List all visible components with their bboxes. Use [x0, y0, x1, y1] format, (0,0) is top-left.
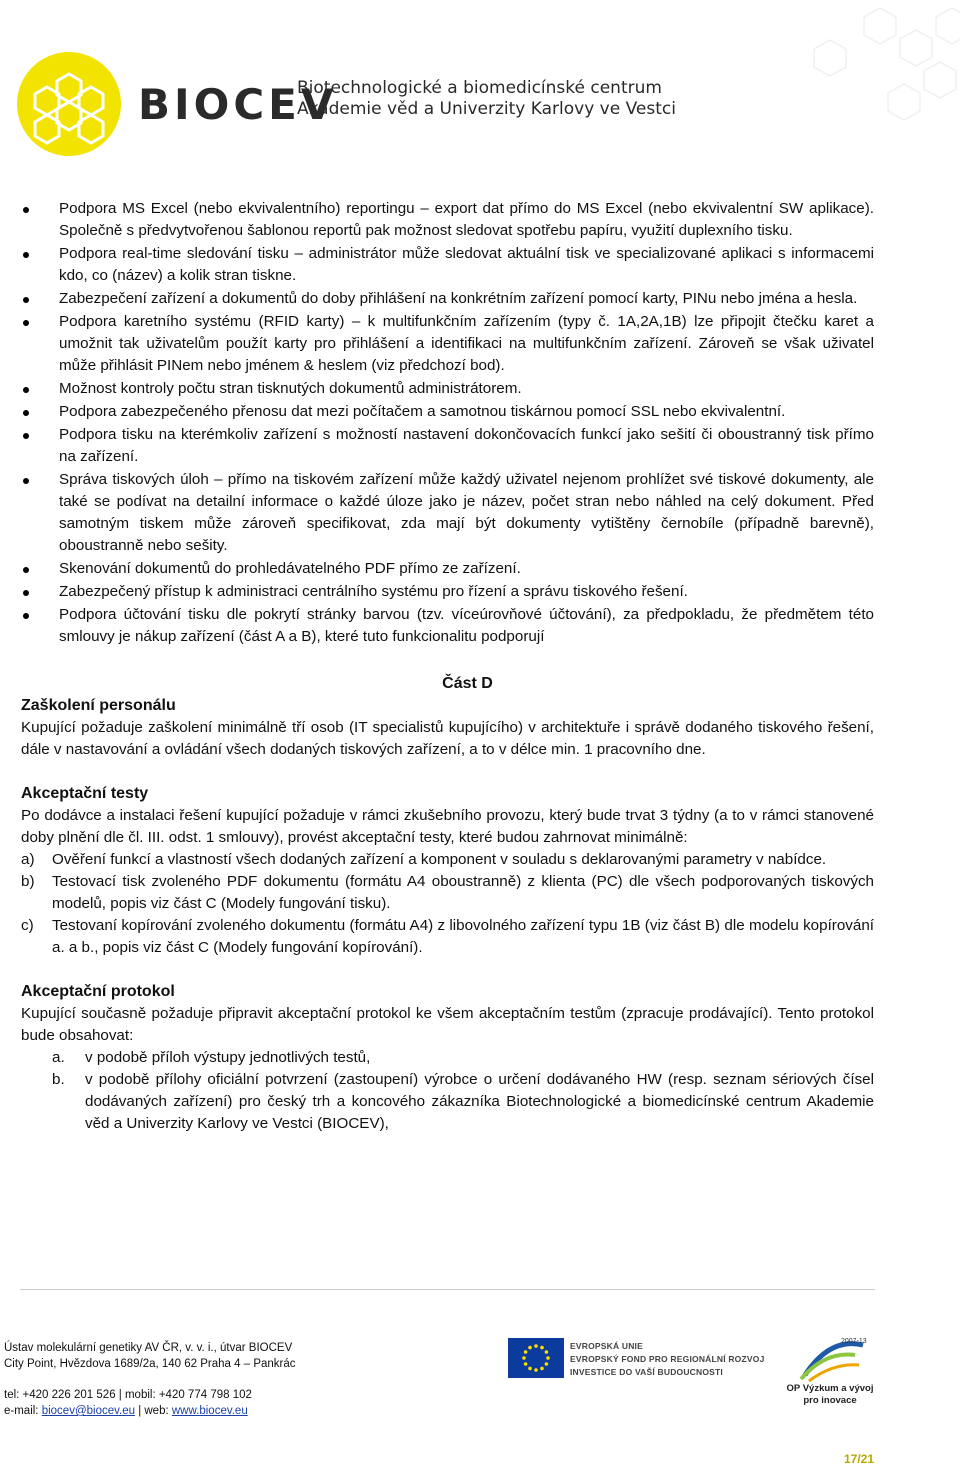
web-link[interactable]: www.biocev.eu — [171, 1405, 248, 1417]
eu-flag-icon — [508, 1338, 564, 1378]
eu-line1: EVROPSKÁ UNIE — [570, 1341, 643, 1351]
list-marker: a) — [21, 851, 35, 868]
page-header — [0, 0, 960, 150]
list-item: Možnost kontroly počtu stran tisknutých dokumentů administrátorem. — [21, 378, 874, 400]
protocol-text: Kupující současně požaduje připravit akceptační protokol ke všem akceptačním testům (zpracuje prodávající). Tento protokol bude obsahovat: — [21, 1005, 874, 1044]
list-item: Podpora účtování tisku dle pokrytí stránky barvou (tzv. víceúrovňové účtování), za předpokladu, že předmětem této smlouvy je nákup zařízení (část A a B), které tuto funkcionalitu podporují — [21, 604, 874, 648]
brand-name: BIOCEV — [138, 80, 338, 129]
tests-text: Po dodávce a instalaci řešení kupující požaduje v rámci zkušebního provozu, který bude trvat 3 týdny (a to v rámci stanovené doby plnění dle čl. III. odst. 1 smlouvy), provést akceptační testy, které budou zahrnovat minimálně: — [21, 807, 874, 846]
op-vavpi-logo-icon — [785, 1335, 875, 1385]
page-footer — [4, 1340, 296, 1419]
op-years: 2007-13 — [841, 1338, 867, 1345]
eu-line3: INVESTICE DO VAŠÍ BUDOUCNOSTI — [570, 1367, 723, 1377]
email-label: e-mail: — [4, 1405, 42, 1417]
list-item: Skenování dokumentů do prohledávatelného PDF přímo ze zařízení. — [21, 558, 874, 580]
list-item — [21, 915, 874, 959]
eu-fund-text — [570, 1340, 765, 1379]
list-item: Podpora zabezpečeného přenosu dat mezi počítačem a samotnou tiskárnou pomocí SSL nebo ekvivalentní. — [21, 401, 874, 423]
training-text: Kupující požaduje zaškolení minimálně tří osob (IT specialistů kupujícího) v architektuře i správě dodaného tiskového řešení, dále v nastavování a ovládání všech dodaných tiskových zařízení, a to v délce min. 1 pracovního dne. — [21, 719, 874, 758]
list-item-text: v podobě přílohy oficiální potvrzení (zastoupení) výrobce o určení dodávaného HW (resp. seznam sériových čísel dodávaných zařízení) pro český trh a koncového zákazníka Biotechnologické a biomedicínské centrum Akademie věd a Univerzity Karlovy ve Vestci (BIOCEV), — [85, 1071, 874, 1132]
training-title: Zaškolení personálu — [21, 697, 176, 714]
email-link[interactable]: biocev@biocev.eu — [41, 1405, 135, 1417]
list-item-text: Testovací tisk zvoleného PDF dokumentu (formátu A4 oboustranně) z klienta (PC) dle všech podporovaných tiskových modelů, popis viz část C (Modely fungování tisku). — [52, 873, 874, 912]
hexagon-pattern-icon — [600, 0, 960, 150]
brand-subtitle-line1: Biotechnologické a biomedicínské centrum — [297, 78, 662, 98]
feature-list — [21, 198, 874, 648]
list-item-text: Testovaní kopírování zvoleného dokumentu (formátu A4) z libovolného zařízení typu 1B (viz část B) dle modelu kopírování a. a b., popis viz část C (Modely fungování kopírování). — [52, 917, 874, 956]
op-line1: OP Výzkum a vývoj — [786, 1383, 874, 1394]
list-item — [21, 849, 874, 871]
list-item: Zabezpečený přístup k administraci centrálního systému pro řízení a správu tiskového řešení. — [21, 581, 874, 603]
list-marker: b) — [21, 873, 35, 890]
list-marker: c) — [21, 917, 34, 934]
biocev-logo-icon — [17, 52, 121, 156]
page-number: 17/21 — [843, 1452, 874, 1466]
list-item — [21, 1069, 874, 1135]
protocol-title: Akceptační protokol — [21, 983, 175, 1000]
list-item: Podpora tisku na kterémkoliv zařízení s možností nastavení dokončovacích funkcí jako sešití či oboustranný tisk přímo na zařízení. — [21, 424, 874, 468]
section-heading: Část D — [442, 675, 493, 692]
document-body — [21, 198, 874, 1135]
list-marker: a. — [52, 1049, 65, 1066]
list-marker: b. — [52, 1071, 65, 1088]
web-label: | web: — [135, 1405, 172, 1417]
list-item: Zabezpečení zařízení a dokumentů do doby přihlášení na konkrétním zařízení pomocí karty, PINu nebo jména a hesla. — [21, 288, 874, 310]
tests-list — [21, 849, 874, 959]
list-item: Podpora MS Excel (nebo ekvivalentního) reportingu – export dat přímo do MS Excel (nebo ekvivalentní SW aplikace). Společně s předvytvořenou šablonou reportů pak možnost sledovat spotřebu papíru, využití duplexního tisku. — [21, 198, 874, 242]
footer-org-line1: Ústav molekulární genetiky AV ČR, v. v. i., útvar BIOCEV — [4, 1342, 293, 1354]
list-item: Podpora real-time sledování tisku – administrátor může sledovat aktuální tisk ve specializované aplikaci s informacemi kdo, co (název) a kolik stran tiskne. — [21, 243, 874, 287]
op-line2: pro inovace — [803, 1395, 857, 1406]
footer-contacts — [4, 1403, 296, 1419]
footer-divider — [20, 1289, 875, 1290]
protocol-list — [21, 1047, 874, 1135]
list-item: Správa tiskových úloh – přímo na tiskovém zařízení může každý uživatel nejenom prohlížet své tiskové dokumenty, ale také se podívat na detailní informace o každé úloze jako je název, počet stran nebo náhled na celý dokument. Před samotným tiskem může zároveň specifikovat, zda mají být dokumenty vytištěny černobíle (případně barevně), oboustranně nebo sešity. — [21, 469, 874, 557]
list-item-text: Ověření funkcí a vlastností všech dodaných zařízení a komponent v souladu s deklarovanými parametry v nabídce. — [52, 851, 827, 868]
footer-tel: tel: +420 226 201 526 | mobil: +420 774 798 102 — [4, 1389, 252, 1401]
op-program-text — [785, 1383, 875, 1407]
list-item — [21, 871, 874, 915]
eu-line2: EVROPSKÝ FOND PRO REGIONÁLNÍ ROZVOJ — [570, 1354, 765, 1364]
tests-title: Akceptační testy — [21, 785, 149, 802]
brand-subtitle-line2: Akademie věd a Univerzity Karlovy ve Vestci — [297, 99, 676, 119]
footer-org-line2: City Point, Hvězdova 1689/2a, 140 62 Praha 4 – Pankrác — [4, 1358, 296, 1370]
list-item-text: v podobě příloh výstupy jednotlivých testů, — [85, 1049, 371, 1066]
list-item: Podpora karetního systému (RFID karty) – k multifunkčním zařízením (typy č. 1A,2A,1B) lze připojit čtečku karet a umožnit tak uživatelům použít karty pro přihlášení a identifikaci na multifunkčním zařízení. Zároveň se však uživatel může přihlásit PINem nebo jménem & heslem (viz předchozí bod). — [21, 311, 874, 377]
list-item — [21, 1047, 874, 1069]
